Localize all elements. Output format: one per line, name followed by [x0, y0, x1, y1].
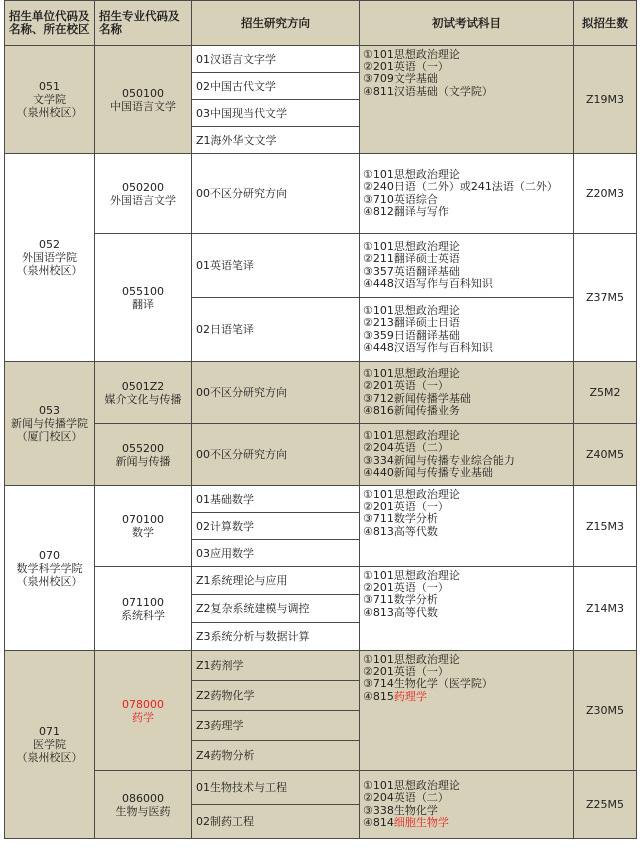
table-row	[5, 567, 637, 595]
quota-cell: Z15M3	[574, 486, 637, 567]
exam-subject: ①101思想政治理论	[363, 48, 460, 61]
unit-code: 071	[39, 725, 60, 738]
major-code: 055100	[122, 284, 164, 298]
exam-subject: ②201英语（一）	[363, 379, 449, 393]
unit-campus: （泉州校区）	[16, 574, 83, 588]
unit-campus: （厦门校区）	[16, 430, 83, 443]
quota-cell: Z19M3	[574, 46, 637, 154]
exam-cell	[360, 362, 574, 424]
exam-subject: ①101思想政治理论	[363, 304, 460, 318]
exam-subject: ④812翻译与写作	[363, 204, 449, 218]
exam-subject: ②211翻译硕士英语	[363, 252, 460, 266]
table-row	[5, 46, 637, 73]
exam-subject: ②204英语（二）	[363, 791, 449, 805]
exam-subject: ③359日语翻译基础	[363, 328, 460, 342]
unit-code: 052	[39, 238, 60, 251]
header-direction: 招生研究方向	[192, 1, 360, 46]
exam-subject: ③709文学基础	[363, 72, 438, 86]
direction-cell: Z3药理学	[192, 711, 360, 741]
exam-subject	[363, 817, 570, 829]
exam-subject-code: ④815	[363, 689, 394, 703]
major-name: 系统科学	[121, 608, 165, 622]
exam-subject: ②201英语（一）	[363, 60, 449, 74]
major-code: 086000	[122, 791, 164, 805]
unit-code: 053	[39, 404, 60, 417]
quota-cell: Z14M3	[574, 567, 637, 651]
exam-subject-code: ④814	[363, 815, 394, 829]
exam-subject	[363, 691, 570, 703]
exam-subject: ②240日语（二外）或241法语（二外）	[363, 180, 558, 194]
exam-subject: ①101思想政治理论	[363, 168, 460, 182]
direction-cell: 02日语笔译	[192, 298, 360, 362]
exam-subject: ③357英语翻译基础	[363, 264, 460, 278]
exam-cell	[360, 298, 574, 362]
direction-cell: 00不区分研究方向	[192, 154, 360, 234]
unit-name: 医学院	[33, 738, 66, 751]
exam-subject: ②201英语（一）	[363, 665, 449, 679]
exam-subject: ③710英语综合	[363, 192, 438, 206]
exam-subject: ④448汉语写作与百科知识	[363, 340, 493, 354]
exam-subject-highlight: 药理学	[393, 689, 427, 703]
quota-cell: Z40M5	[574, 424, 637, 486]
major-code: 050100	[122, 86, 164, 100]
major-code: 071100	[122, 595, 164, 609]
admissions-table	[4, 0, 637, 839]
major-name: 媒介文化与传播	[104, 392, 182, 406]
exam-cell	[360, 771, 574, 839]
major-code: 0501Z2	[121, 379, 165, 393]
exam-subject: ①101思想政治理论	[363, 653, 460, 666]
direction-cell: 02计算数学	[192, 513, 360, 540]
header-quota: 拟招生数	[574, 1, 637, 46]
exam-subject: ①101思想政治理论	[363, 240, 460, 254]
unit-cell-053	[5, 362, 95, 486]
major-name: 数学	[132, 526, 154, 539]
exam-cell	[360, 424, 574, 486]
header-exam: 初试考试科目	[360, 1, 574, 46]
major-cell-050200	[95, 154, 192, 234]
unit-cell-071	[5, 651, 95, 839]
direction-cell: 01汉语言文字学	[192, 46, 360, 73]
exam-subject: ②201英语（一）	[363, 500, 449, 514]
direction-cell: Z2药物化学	[192, 681, 360, 711]
quota-cell: Z30M5	[574, 651, 637, 771]
unit-cell-052	[5, 154, 95, 362]
exam-cell	[360, 651, 574, 771]
exam-subject: ②204英语（二）	[363, 441, 449, 455]
major-cell-086000	[95, 771, 192, 839]
direction-cell: 00不区分研究方向	[192, 424, 360, 486]
header-row	[5, 1, 637, 46]
exam-subject: ①101思想政治理论	[363, 429, 460, 443]
major-cell-050100	[95, 46, 192, 154]
direction-cell: 02中国古代文学	[192, 73, 360, 100]
header-unit: 招生单位代码及名称、所在校区	[5, 1, 95, 46]
exam-cell	[360, 486, 574, 567]
major-cell-055200	[95, 424, 192, 486]
quota-cell: Z20M3	[574, 154, 637, 234]
major-cell-0501Z2	[95, 362, 192, 424]
exam-cell	[360, 234, 574, 298]
header-major: 招生专业代码及名称	[95, 1, 192, 46]
exam-subject: ③334新闻与传播专业综合能力	[363, 453, 515, 467]
major-code: 055200	[122, 441, 164, 455]
exam-subject: ①101思想政治理论	[363, 779, 460, 793]
quota-cell: Z25M5	[574, 771, 637, 839]
major-code: 078000	[122, 697, 164, 711]
direction-cell: 00不区分研究方向	[192, 362, 360, 424]
direction-cell: Z4药物分析	[192, 741, 360, 771]
direction-cell: Z2复杂系统建模与调控	[192, 595, 360, 623]
exam-subject: ③712新闻传播学基础	[363, 391, 471, 405]
table-row	[5, 234, 637, 298]
exam-subject: ④440新闻与传播专业基础	[363, 465, 493, 479]
direction-cell: Z1系统理论与应用	[192, 567, 360, 595]
exam-subject: ③711数学分析	[363, 512, 438, 526]
exam-subject: ③338生物化学	[363, 803, 438, 817]
unit-code: 070	[39, 548, 60, 562]
major-cell-071100	[95, 567, 192, 651]
direction-cell: Z1药剂学	[192, 651, 360, 681]
exam-cell	[360, 46, 574, 154]
unit-name: 数学科学学院	[16, 561, 83, 575]
direction-cell: 02制药工程	[192, 805, 360, 839]
direction-cell: Z3系统分析与数据计算	[192, 623, 360, 651]
exam-subject: ②201英语（一）	[363, 581, 449, 595]
exam-subject: ④813高等代数	[363, 605, 438, 619]
major-name: 药学	[132, 710, 154, 724]
unit-cell-051	[5, 46, 95, 154]
major-cell-070100	[95, 486, 192, 567]
quota-cell: Z5M2	[574, 362, 637, 424]
direction-cell: 01英语笔译	[192, 234, 360, 298]
unit-name: 新闻与传播学院	[11, 417, 88, 430]
direction-cell: 01生物技术与工程	[192, 771, 360, 805]
exam-cell	[360, 567, 574, 651]
exam-subject: ④816新闻传播业务	[363, 403, 460, 417]
major-cell-078000	[95, 651, 192, 771]
major-code: 070100	[122, 513, 164, 526]
exam-subject: ④811汉语基础（文学院）	[363, 84, 493, 98]
exam-subject: ①101思想政治理论	[363, 569, 460, 582]
table-row	[5, 771, 637, 805]
exam-cell	[360, 154, 574, 234]
exam-subject: ④448汉语写作与百科知识	[363, 276, 493, 290]
table-row	[5, 651, 637, 681]
table-row	[5, 362, 637, 424]
table-row	[5, 486, 637, 513]
unit-name: 外国语学院	[22, 251, 77, 264]
major-code: 050200	[122, 180, 164, 194]
unit-code: 051	[39, 80, 60, 93]
exam-subject: ①101思想政治理论	[363, 488, 460, 501]
unit-campus: （泉州校区）	[16, 264, 83, 277]
unit-campus: （泉州校区）	[16, 751, 83, 764]
major-cell-055100	[95, 234, 192, 362]
exam-subject: ④813高等代数	[363, 524, 438, 538]
major-name: 生物与医药	[115, 804, 171, 818]
major-name: 翻译	[132, 297, 154, 311]
major-name: 外国语言文学	[110, 193, 176, 207]
major-name: 中国语言文学	[110, 99, 176, 113]
exam-subject: ①101思想政治理论	[363, 367, 460, 381]
direction-cell: 03中国现当代文学	[192, 100, 360, 127]
major-name: 新闻与传播	[115, 454, 171, 468]
direction-cell: 01基础数学	[192, 486, 360, 513]
exam-subject-highlight: 细胞生物学	[393, 815, 449, 829]
table-row	[5, 154, 637, 234]
exam-subject: ②213翻译硕士日语	[363, 316, 460, 330]
table-row	[5, 424, 637, 486]
unit-name: 文学院	[33, 93, 66, 106]
direction-cell: 03应用数学	[192, 540, 360, 567]
exam-subject: ③714生物化学（医学院）	[363, 677, 493, 691]
exam-subject: ③711数学分析	[363, 593, 438, 607]
unit-cell-070	[5, 486, 95, 651]
unit-campus: （泉州校区）	[16, 106, 83, 119]
direction-cell: Z1海外华文文学	[192, 127, 360, 154]
quota-cell: Z37M5	[574, 234, 637, 362]
